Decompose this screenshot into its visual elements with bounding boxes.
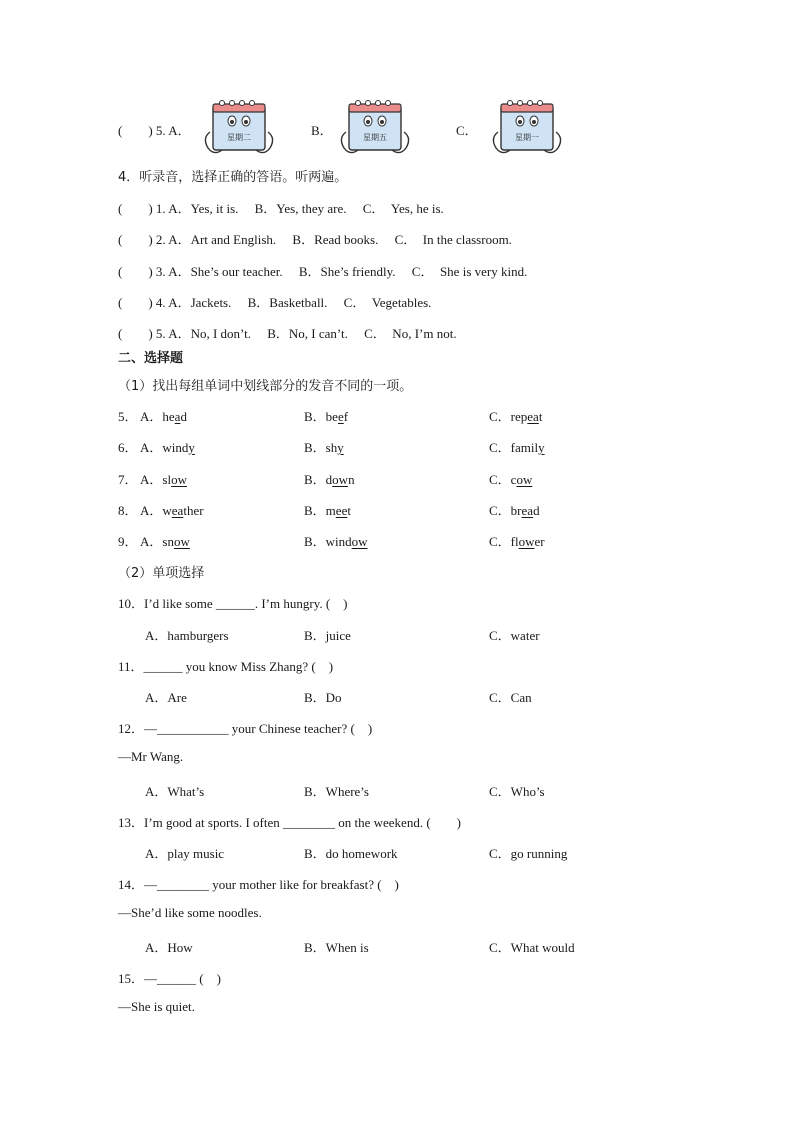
question-reply: —She’d like some noodles. — [118, 905, 262, 920]
calendar-image-b — [336, 98, 414, 158]
option-c: C．water — [489, 628, 540, 643]
calendar-day-text: 星期五 — [363, 133, 387, 142]
option-a: A．hamburgers — [145, 628, 229, 643]
calendar-day-text: 星期一 — [515, 133, 539, 142]
option-b: B．meet — [304, 503, 351, 518]
option-a: A．windy — [140, 440, 195, 455]
q3-item5-option-b: B． — [311, 123, 333, 138]
question-number: 9． — [118, 534, 138, 549]
q4-item: ( ) 2. A．Art and English. B．Read books. C． In the classroom. — [118, 232, 512, 247]
option-c: C．cow — [489, 472, 533, 487]
calendar-icon — [493, 101, 560, 153]
q4-item: ( ) 1. A．Yes, it is. B．Yes, they are. C． Yes, he is. — [118, 201, 444, 216]
option-b: B．do homework — [304, 846, 398, 861]
question-stem: 12．—___________ your Chinese teacher? ( ) — [118, 721, 373, 736]
option-b: B．window — [304, 534, 368, 549]
option-b: B．Do — [304, 690, 342, 705]
question-number: 6． — [118, 440, 138, 455]
question-number: 8． — [118, 503, 138, 518]
section-title: 二、选择题 — [118, 351, 184, 366]
question-stem: 14．—________ your mother like for breakfast? ( ) — [118, 877, 399, 892]
option-a: A．snow — [140, 534, 190, 549]
calendar-icon — [341, 101, 408, 153]
option-b: B．down — [304, 472, 355, 487]
option-b: B．Where’s — [304, 784, 369, 799]
q3-item5-prefix: ( ) 5. A． — [118, 123, 191, 138]
calendar-image-c — [488, 98, 566, 158]
question-stem: 15．—______ ( ) — [118, 971, 221, 986]
option-a: A．head — [140, 409, 187, 424]
option-a: A．Are — [145, 690, 187, 705]
option-b: B．beef — [304, 409, 349, 424]
calendar-image-a — [200, 98, 278, 158]
question-stem: 10．I’d like some ______. I’m hungry. ( ) — [118, 596, 348, 611]
option-a: A．weather — [140, 503, 204, 518]
q4-item: ( ) 5. A．No, I don’t. B．No, I can’t. C． No, I’m not. — [118, 326, 457, 341]
option-c: C．Who’s — [489, 784, 545, 799]
option-c: C．Can — [489, 690, 532, 705]
option-a: A．How — [145, 940, 193, 955]
option-c: C．What would — [489, 940, 575, 955]
question-stem: 11．______ you know Miss Zhang? ( ) — [118, 659, 334, 674]
option-c: C．family — [489, 440, 545, 455]
question-reply: —She is quiet. — [118, 999, 195, 1014]
part1-title: （1）找出每组单词中划线部分的发音不同的一项。 — [118, 379, 413, 394]
option-a: A．slow — [140, 472, 187, 487]
question-number: 5． — [118, 409, 138, 424]
option-c: C．bread — [489, 503, 540, 518]
question-reply: —Mr Wang. — [118, 749, 184, 764]
question-stem: 13．I’m good at sports. I often ________ on the weekend. ( ) — [118, 815, 461, 830]
calendar-day-text: 星期二 — [227, 133, 251, 142]
option-a: A．What’s — [145, 784, 205, 799]
question-number: 7． — [118, 472, 138, 487]
part2-title: （2）单项选择 — [118, 566, 205, 581]
option-a: A．play music — [145, 846, 225, 861]
q4-item: ( ) 3. A．She’s our teacher. B．She’s friendly. C． She is very kind. — [118, 264, 528, 279]
option-c: C．flower — [489, 534, 545, 549]
q3-item5-option-c: C． — [456, 123, 478, 138]
q4-title: 4．听录音，选择正确的答语。听两遍。 — [118, 170, 348, 185]
calendar-icon — [205, 101, 272, 153]
option-c: C．go running — [489, 846, 568, 861]
option-b: B．When is — [304, 940, 369, 955]
q4-item: ( ) 4. A．Jackets. B．Basketball. C． Vegetables. — [118, 295, 432, 310]
option-b: B．juice — [304, 628, 351, 643]
option-c: C．repeat — [489, 409, 543, 424]
option-b: B．shy — [304, 440, 344, 455]
